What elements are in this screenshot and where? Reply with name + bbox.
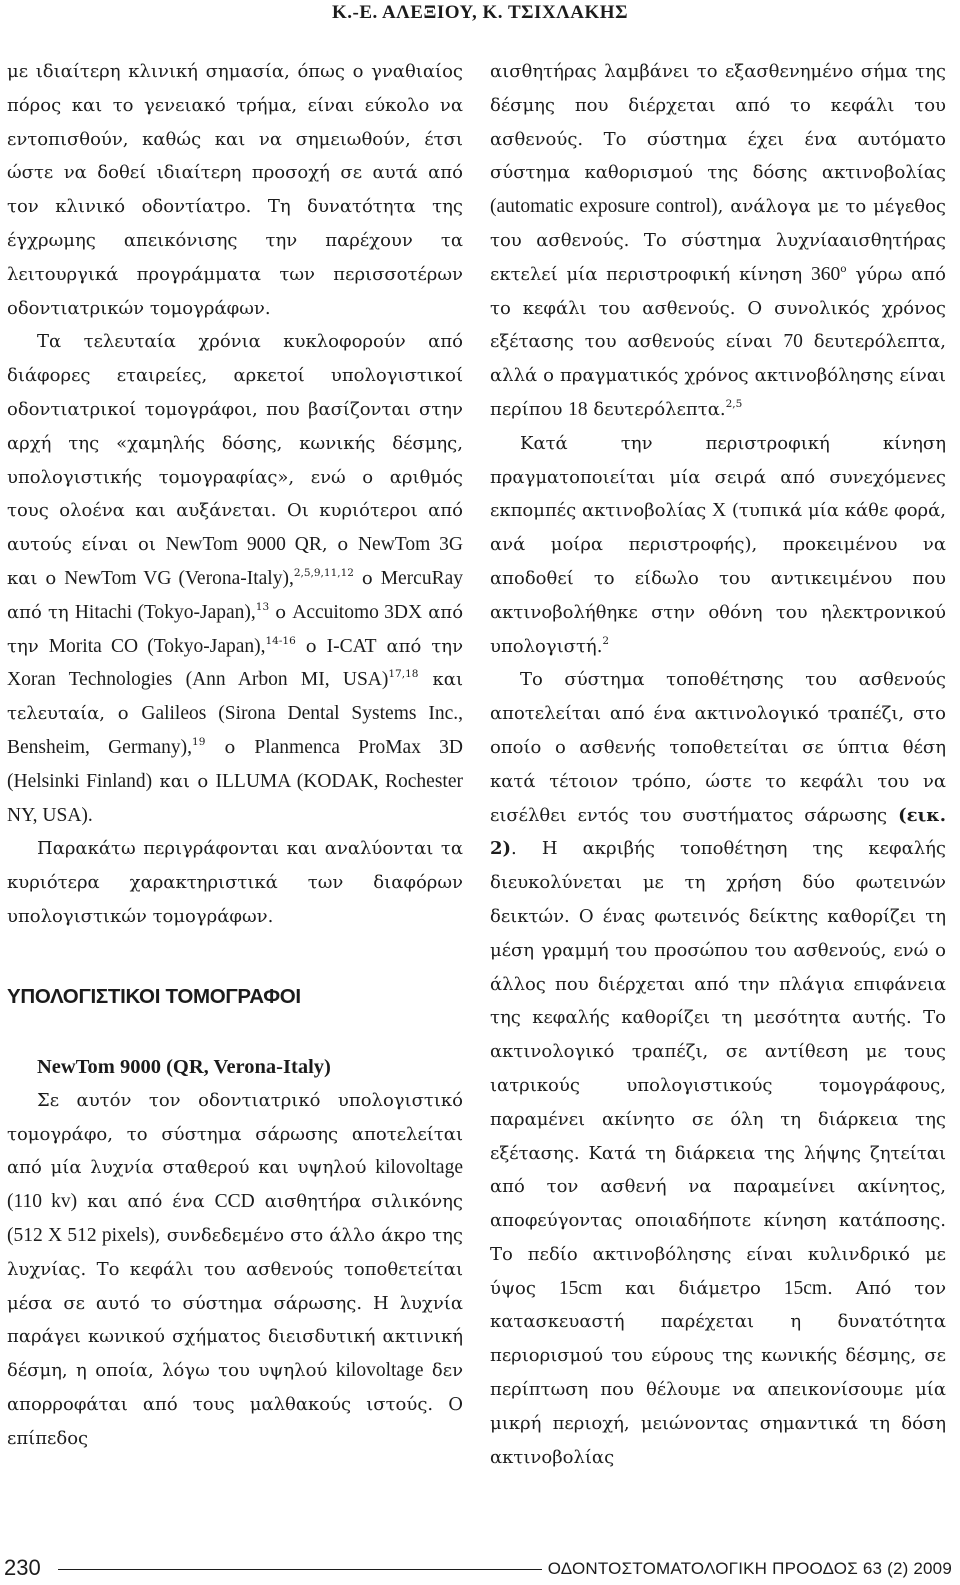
citation: 19 xyxy=(192,736,206,749)
paragraph: Το σύστημα τοποθέτησης του ασθενούς αποτελείται από ένα ακτινολογικό τραπέζι, στο οποίο ο ασθενής τοποθετείται σε ύπτια θέση κατά τέτοιον τρόπο, ώστε το κεφάλι του να εισέλθει εντός του συστήματος σάρωσης (εικ. 2). Η ακριβής τοποθέτηση της κεφαλής διευκολύνεται με τη χρήση δύο φωτεινών δεικτών. Ο ένας φωτεινός δείκτης καθορίζει τη μέση γραμμή του προσώπου του ασθενούς, ενώ ο άλλος που διέρχεται από την πλάγια επιφάνεια της κεφαλής καθορίζει τη μεσότητα αυτής. Το ακτινολογικό τραπέζι, σε αντίθεση με τους ιατρικούς υπολογιστικούς τομογράφους, παραμένει ακίνητο σε όλη τη διάρκεια της εξέτασης. Κατά τη διάρκεια της λήψης ζητείται από τον ασθενή να παραμείνει ακίνητος, αποφεύγοντας οποιαδήποτε κίνηση κατάποσης. Το πεδίο ακτινοβόλησης είναι κυλινδρικό με ύψος 15cm και διάμετρο 15cm. Από τον κατασκευαστή παρέχεται η δυνατότητα περιορισμού του εύρους της κωνικής δέσμης, σε περίπτωση που θέλουμε να απεικονίσουμε μία μικρή περιοχή, μειώνοντας σημαντικά τη δόση ακτινοβολίας xyxy=(490,669,947,1468)
right-column xyxy=(490,55,946,1474)
page-number: 230 xyxy=(4,1554,47,1582)
degree-mark: ο xyxy=(840,262,847,275)
section-heading: ΥΠΟΛΟΓΙΣΤΙΚΟΙ ΤΟΜΟΓΡΑΦΟΙ xyxy=(7,984,301,1008)
paragraph: Σε αυτόν τον οδοντιατρικό υπολογιστικό τομογράφο, το σύστημα σάρωσης αποτελείται από μία λυχνία σταθερού και υψηλού kilovoltage (110 kv) και από ένα CCD αισθητήρα σιλικόνης (512 X 512 pixels), συνδεδεμένο στο άλλο άκρο της λυχνίας. Το κεφάλι του ασθενούς τοποθετείται μέσα σε αυτό το σύστημα σάρωσης. Η λυχνία παράγει κωνικού σχήματος διεισδυτική ακτινική δέσμη, η οποία, λόγω του υψηλού kilovoltage δεν απορροφάται από τους μαλθακούς ιστούς. Ο επίπεδος xyxy=(7,1089,464,1449)
paragraph: αισθητήρας λαμβάνει το εξασθενημένο σήμα της δέσμης που διέρχεται από το κεφάλι του ασθενούς. Το σύστημα έχει ένα αυτόματο σύστημα καθορισμού της δόσης ακτινοβολίας (automatic exposure control), ανάλογα με το μέγεθος του ασθενούς. Το σύστημα λυχνίααισθητήρας εκτελεί μία περιστροφική κίνηση $360^o$ γύρω από το κεφάλι του ασθενούς. Ο συνολικός χρόνος εξέτασης του ασθενούς είναι 70 δευτερόλεπτα, αλλά ο πραγματικός χρόνος ακτινοβόλησης είναι περίπου 18 δευτερόλεπτα.$^{2,5}$ xyxy=(490,61,947,420)
citation: 2,5 xyxy=(725,398,743,411)
paragraph: με ιδιαίτερη κλινική σημασία, όπως ο γναθιαίος πόρος και το γενειακό τρήμα, είναι εύκολο να εντοπισθούν, καθώς και να σημειωθούν, έτσι ώστε να δοθεί ιδιαίτερη προσοχή σε αυτά από τον κλινικό οδοντίατρο. Τη δυνατότητα της έγχρωμης απεικόνισης την παρέχουν τα λειτουργικά προγράμματα των περισσοτέρων οδοντιατρικών τομογράφων. xyxy=(7,61,463,319)
paragraph: Κατά την περιστροφική κίνηση πραγματοποιείται μία σειρά από συνεχόμενες εκπομπές ακτινοβολίας X (τυπικά μία κάθε φορά, ανά μοίρα περιστροφής), προκειμένου να αποδοθεί το είδωλο του αντικειμένου που ακτινοβολήθηκε στην οθόνη του ηλεκτρονικού υπολογιστή.$^2$ xyxy=(490,432,946,657)
citation: 2 xyxy=(602,634,610,647)
citation: 13 xyxy=(255,600,270,613)
left-column xyxy=(7,55,463,1455)
citation: 2,5,9,11,12 xyxy=(293,567,354,580)
paragraph: Τα τελευταία χρόνια κυκλοφορούν από διάφορες εταιρείες, αρκετοί υπολογιστικοί οδοντιατρικοί τομογράφοι, που βασίζονται στην αρχή της «χαμηλής δόσης, κωνικής δέσμης, υπολογιστικής τομογραφίας», ενώ ο αριθμός τους ολοένα και αυξάνεται. Οι κυριότεροι από αυτούς είναι οι NewTom 9000 QR, ο NewTom 3G και ο NewTom VG (Verona-Italy),$^{2,5,9,11,12}$ ο MercuRay από τη Hitachi (Tokyo-Japan),$^{13}$ ο Accuitomo 3DX από την Morita CO (Tokyo-Japan),$^{14-16}$ ο I-CAT από την Xoran Technologies (Ann Arbon MI, USA)$^{17,18}$ και τελευταία, ο Galileos (Sirona Dental Systems Inc., Bensheim, Germany),$^{19}$ ο Planmenca ProMax 3D (Helsinki Finland) και ο ILLUMA (KODAK, Rochester NY, USA). xyxy=(7,331,464,826)
figure-reference: (εικ. 2) xyxy=(490,804,946,860)
paragraph: Παρακάτω περιγράφονται και αναλύονται τα κυριότερα χαρακτηριστικά των διαφόρων υπολογιστικών τομογράφων. xyxy=(7,838,463,927)
citation: 14-16 xyxy=(265,634,296,647)
citation: 17,18 xyxy=(388,668,419,681)
sub-heading: NewTom 9000 (QR, Verona-Italy) xyxy=(37,1055,331,1078)
journal-name: ΟΔΟΝΤΟΣΤΟΜΑΤΟΛΟΓΙΚΗ ΠΡΟΟΔΟΣ 63 (2) 2009 xyxy=(542,1556,952,1582)
running-head: Κ.-Ε. ΑΛΕΞΙΟΥ, Κ. ΤΣΙΧΛΑΚΗΣ xyxy=(331,2,628,23)
